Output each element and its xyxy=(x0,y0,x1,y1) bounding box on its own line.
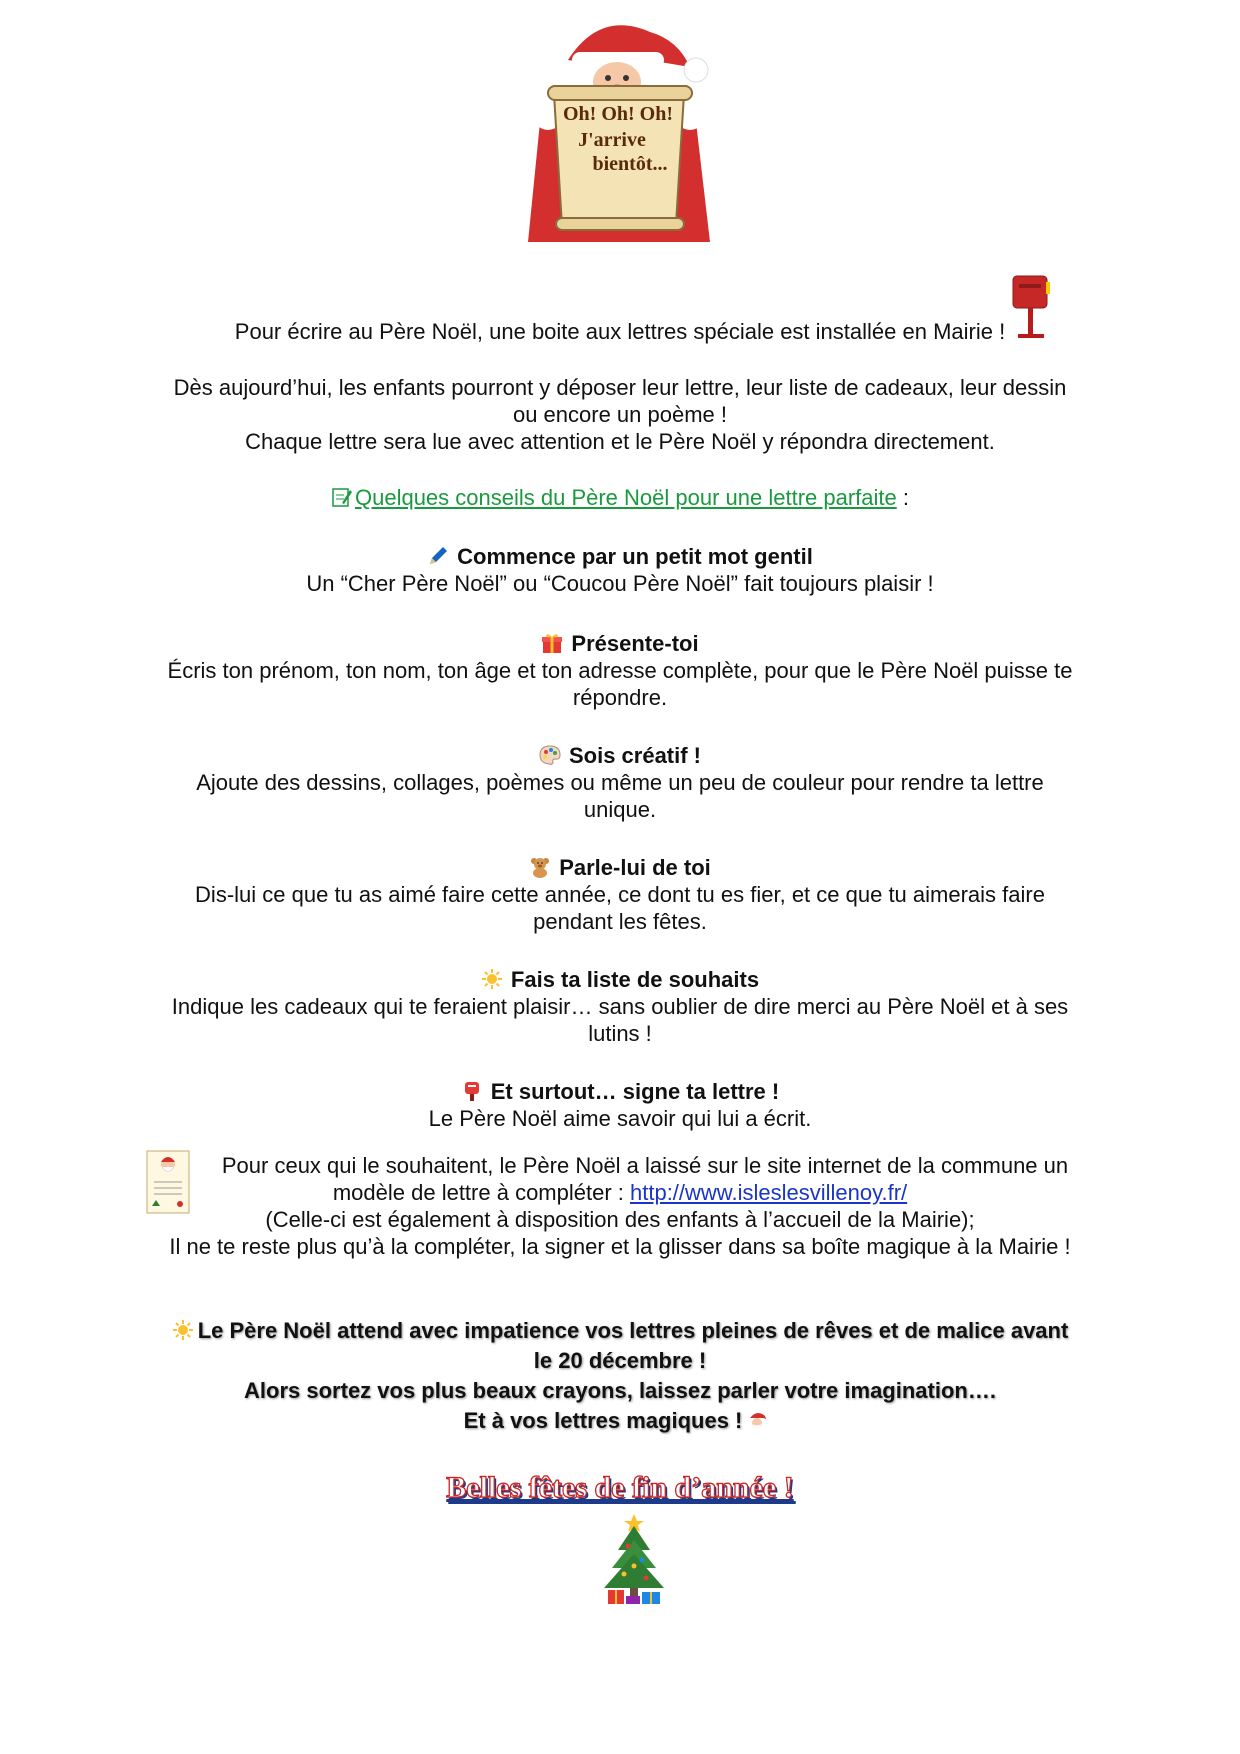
santa-sign-line-3: bientôt... xyxy=(592,153,668,175)
tip-item xyxy=(140,630,1100,711)
tip-title: Sois créatif ! xyxy=(568,743,702,768)
pen-icon xyxy=(427,545,449,567)
santa-face-icon xyxy=(746,1409,768,1431)
festive-greeting xyxy=(140,1468,1100,1510)
tip-line: Un “Cher Père Noël” ou “Coucou Père Noël” fait toujours plaisir ! xyxy=(306,571,934,596)
tip-item xyxy=(140,854,1100,935)
christmas-tree-icon xyxy=(596,1512,672,1606)
commune-website-link[interactable]: http://www.isleslesvillenoy.fr/ xyxy=(630,1180,908,1205)
template-info-line-4: Il ne te reste plus qu’à la compléter, la signer et la glisser dans sa boîte magique à la Mairie ! xyxy=(169,1234,1071,1259)
tip-line: répondre. xyxy=(572,685,668,710)
sparkle-icon xyxy=(172,1319,194,1341)
template-info-line-3: (Celle-ci est également à disposition des enfants à l’accueil de la Mairie); xyxy=(265,1207,975,1232)
tip-title: Parle-lui de toi xyxy=(559,855,711,880)
intro-paragraph xyxy=(140,374,1100,455)
mailbox-icon xyxy=(461,1080,483,1102)
tip-item xyxy=(140,543,1100,597)
tip-line: lutins ! xyxy=(588,1021,652,1046)
tip-item xyxy=(140,966,1100,1047)
tip-title: Et surtout… signe ta lettre ! xyxy=(490,1079,780,1104)
tips-heading xyxy=(140,484,1100,511)
template-info-prefix: modèle de lettre à compléter : xyxy=(332,1180,630,1205)
gift-icon xyxy=(541,632,563,654)
tip-title: Commence par un petit mot gentil xyxy=(457,544,813,569)
closing-message xyxy=(140,1316,1100,1436)
tip-line: Dis-lui ce que tu as aimé faire cette année, ce dont tu es fier, et ce que tu aimerais faire xyxy=(195,882,1045,907)
intro-line-1: Pour écrire au Père Noël, une boite aux lettres spéciale est installée en Mairie ! xyxy=(234,319,1006,344)
closing-line-2: le 20 décembre ! xyxy=(533,1348,707,1373)
tip-line: Indique les cadeaux qui te feraient plaisir… sans oublier de dire merci au Père Noël et à ses xyxy=(171,994,1069,1019)
santa-sign-line-2: J'arrive xyxy=(578,129,646,151)
intro-para-line-1: Dès aujourd’hui, les enfants pourront y déposer leur lettre, leur liste de cadeaux, leur dessin xyxy=(173,375,1067,400)
teddy-bear-icon xyxy=(529,856,551,878)
santa-illustration xyxy=(500,12,740,242)
festive-title: Belles fêtes de fin d’année ! xyxy=(446,1471,794,1504)
closing-line-4: Et à vos lettres magiques ! xyxy=(463,1408,743,1433)
tip-title: Présente-toi xyxy=(571,631,699,656)
tips-heading-suffix: : xyxy=(896,485,909,510)
sparkle-icon xyxy=(481,968,503,990)
tip-item xyxy=(140,1078,1100,1132)
tip-title: Fais ta liste de souhaits xyxy=(510,967,760,992)
tip-line: pendant les fêtes. xyxy=(533,909,707,934)
template-info-line-2 xyxy=(140,1179,1100,1206)
tip-line: unique. xyxy=(583,797,657,822)
palette-icon xyxy=(539,744,561,766)
intro-para-line-2: ou encore un poème ! xyxy=(512,402,728,427)
tips-link[interactable]: Quelques conseils du Père Noël pour une lettre parfaite xyxy=(354,485,897,510)
tip-item xyxy=(140,742,1100,823)
template-info-line-1: Pour ceux qui le souhaitent, le Père Noël a laissé sur le site internet de la commune un xyxy=(221,1153,1069,1178)
intro-para-line-3: Chaque lettre sera lue avec attention et le Père Noël y répondra directement. xyxy=(245,429,995,454)
santa-sign-line-1: Oh! Oh! Oh! xyxy=(562,103,674,125)
memo-icon xyxy=(331,486,353,508)
tip-line: Ajoute des dessins, collages, poèmes ou même un peu de couleur pour rendre ta lettre xyxy=(196,770,1044,795)
tip-line: Le Père Noël aime savoir qui lui a écrit. xyxy=(428,1106,812,1131)
closing-line-1: Le Père Noël attend avec impatience vos lettres pleines de rêves et de malice avant xyxy=(197,1318,1069,1343)
tip-line: Écris ton prénom, ton nom, ton âge et ton adresse complète, pour que le Père Noël puisse te xyxy=(167,658,1073,683)
closing-line-3: Alors sortez vos plus beaux crayons, laissez parler votre imagination…. xyxy=(244,1378,996,1403)
